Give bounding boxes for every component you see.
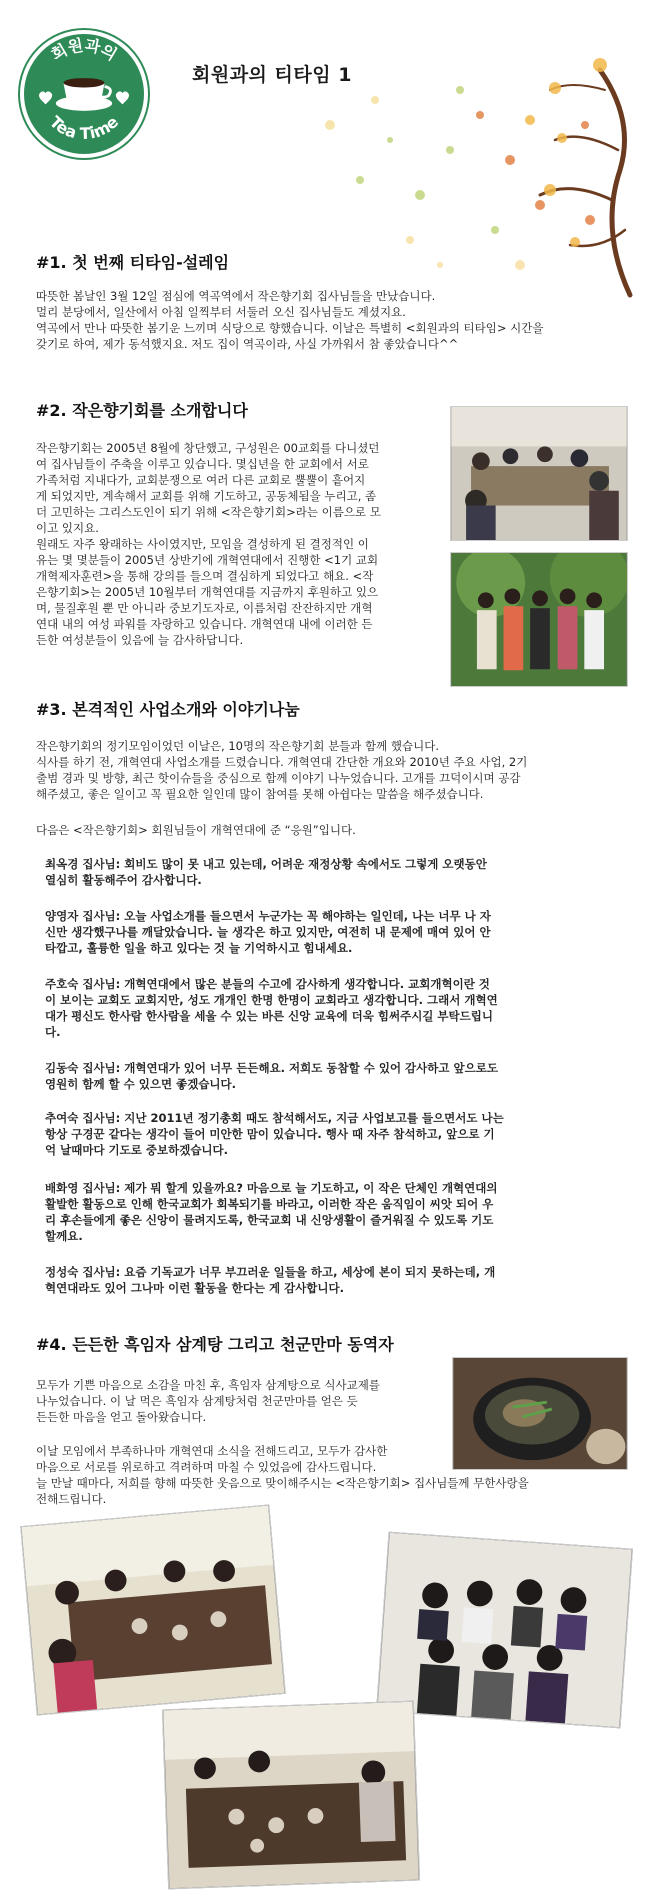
section-4-heading: #4. 든든한 흑임자 삼계탕 그리고 천군만마 동역자	[36, 1335, 394, 1354]
dinner-table-photo-2	[162, 1701, 420, 1890]
dinner-table-photo	[20, 1504, 286, 1715]
page-title: 회원과의 티타임 1	[192, 64, 352, 86]
section-3-paragraph: 작은향기회의 정기모임이었던 이날은, 10명의 작은향기회 분들과 함께 했습니다. 식사를 하기 전, 개혁연대 사업소개를 드렸습니다. 개혁연대 간단한 개요와 2010년 주요 사업, 2기 출범 경과 및 방향, 최근 핫이슈들을 중심으로 함께 이야기 나누었습니다. 고개를 끄덕이시며 공감 해주셨고, 좋은 일이고 꼭 필요한 일인데 많이 참여를 못해 아쉽다는 말씀을 해주셨습니다.	[36, 739, 528, 801]
section-1-heading: #1. 첫 번째 티타임-설레임	[36, 253, 230, 272]
section-3-intro: 다음은 <작은향기회> 회원님들이 개혁연대에 준 “응원”입니다.	[36, 823, 356, 837]
section-4-paragraph-2: 이날 모임에서 부족하나마 개혁연대 소식을 전해드리고, 모두가 감사한 마음으로 서로를 위로하고 격려하며 마칠 수 있었음에 감사드립니다. 늘 만날 때마다, 저희를 향해 따뜻한 웃음으로 맞이해주시는 <작은향기회> 집사님들께 무한사랑을 전해드립니다.	[36, 1444, 529, 1506]
section-2-paragraph: 작은향기회는 2005년 8월에 창단했고, 구성원은 00교회를 다니셨던 여 집사님들이 주축을 이루고 있습니다. 몇십년을 한 교회에서 서로 가족처럼 지내다가, 교회분쟁으로 여러 다른 교회로 뿔뿔이 흩어지 게 되었지만, 계속해서 교회를 위해 기도하고, 공동체됨을 누리고, 좀 더 고민하는 그리스도인이 되기 위해 <작은향기회>라는 이름으로 모 이고 있지요. 원래도 자주 왕래하는 사이였지만, 모임을 결성하게 된 결정적인 이 유는 몇 몇분들이 2005년 상반기에 개혁연대에서 진행한 <1기 교회 개혁제자훈련>을 통해 강의를 들으며 결심하게 되었다고 해요. <작 은향기회>는 2005년 10월부터 개혁연대를 지금까지 후원하고 있으 며, 물질후원 뿐 만 아니라 중보기도자로, 이름처럼 잔잔하지만 개혁 연대 내의 여성 파워를 자랑하고 있습니다. 개혁연대 내에 이러한 든 든한 여성분들이 있음에 늘 감사하답니다.	[36, 441, 381, 647]
section-3-heading: #3. 본격적인 사업소개와 이야기나눔	[36, 700, 300, 719]
tea-time-logo	[20, 30, 148, 158]
section-4-paragraph: 모두가 기쁜 마음으로 소감을 마친 후, 흑임자 삼계탕으로 식사교제를 나누었습니다. 이 날 먹은 흑임자 삼계탕처럼 천군만마를 얻은 듯 든든한 마음을 얻고 돌아왔습니다.	[36, 1378, 380, 1424]
samgyetang-photo	[452, 1357, 628, 1470]
section-1-paragraph: 따뜻한 봄날인 3월 12일 점심에 역곡역에서 작은향기회 집사님들을 만났습니다. 멀리 분당에서, 일산에서 아침 일찍부터 서둘러 오신 집사님들도 계셨지요. 역곡에서 만나 따뜻한 봄기운 느끼며 식당으로 향했습니다. 이날은 특별히 <회원과의 티타임> 시간을 갖기로 하여, 제가 동석했지요. 저도 집이 역곡이라, 사실 가까워서 참 좋았습니다^^	[36, 289, 544, 351]
group-outdoor-photo	[450, 552, 628, 687]
section-2-heading: #2. 작은향기회를 소개합니다	[36, 401, 248, 420]
quote-item: 정성숙 집사님: 요즘 기독교가 너무 부끄러운 일들을 하고, 세상에 본이 되지 못하는데, 개 혁연대라도 있어 그나마 이런 활동을 한다는 게 감사합니다.	[45, 1265, 496, 1295]
quote-item: 최옥경 집사님: 회비도 많이 못 내고 있는데, 어려운 재정상황 속에서도 그렇게 오랫동안 열심히 활동해주어 감사합니다.	[45, 857, 487, 887]
quote-item: 배화영 집사님: 제가 뭐 할게 있을까요? 마음으로 늘 기도하고, 이 작은 단체인 개혁연대의 활발한 활동으로 인해 한국교회가 회복되기를 바라고, 이러한 작은 움직임이 씨앗 되어 우 리 후손들에게 좋은 신앙이 물려지도록, 한국교회 내 신앙생활이 즐거워질 수 있도록 기도 할께요.	[45, 1181, 498, 1243]
group-indoor-photo	[376, 1532, 633, 1729]
quote-item: 양영자 집사님: 오늘 사업소개를 들으면서 누군가는 꼭 해야하는 일인데, 나는 너무 나 자 신만 생각했구나를 깨달았습니다. 늘 생각은 하고 있지만, 여전히 내 문제에 매여 있어 안 타깝고, 훌륭한 일을 하고 있다는 것 늘 기억하시고 힘내세요.	[45, 909, 491, 955]
quote-item: 주호숙 집사님: 개혁연대에서 많은 분들의 수고에 감사하게 생각합니다. 교회개혁이란 것 이 보이는 교회도 교회지만, 성도 개개인 한명 한명이 교회라고 생각합니다. 그래서 개혁연 대가 평신도 한사람 한사람을 세울 수 있는 바른 신앙 교육에 더욱 힘써주시길 부탁드립니 다.	[45, 977, 498, 1039]
logo-top-text: 회원과의	[47, 35, 121, 65]
quote-item: 추여숙 집사님: 지난 2011년 정기총회 때도 참석해서도, 지금 사업보고를 들으면서도 나는 항상 구경꾼 같다는 생각이 들어 미안한 맘이 있습니다. 행사 때 자주 참석하고, 앞으로 기 억 날때마다 기도로 중보하겠습니다.	[45, 1111, 504, 1157]
autumn-tree-illustration	[300, 30, 650, 300]
logo-bottom-text: Tea Time	[45, 112, 123, 144]
meeting-room-photo	[450, 406, 628, 541]
quote-item: 김동숙 집사님: 개혁연대가 있어 너무 든든해요. 저희도 동참할 수 있어 감사하고 앞으로도 영원히 함께 할 수 있으면 좋겠습니다.	[45, 1061, 498, 1091]
coffee-cup-icon	[56, 78, 112, 111]
